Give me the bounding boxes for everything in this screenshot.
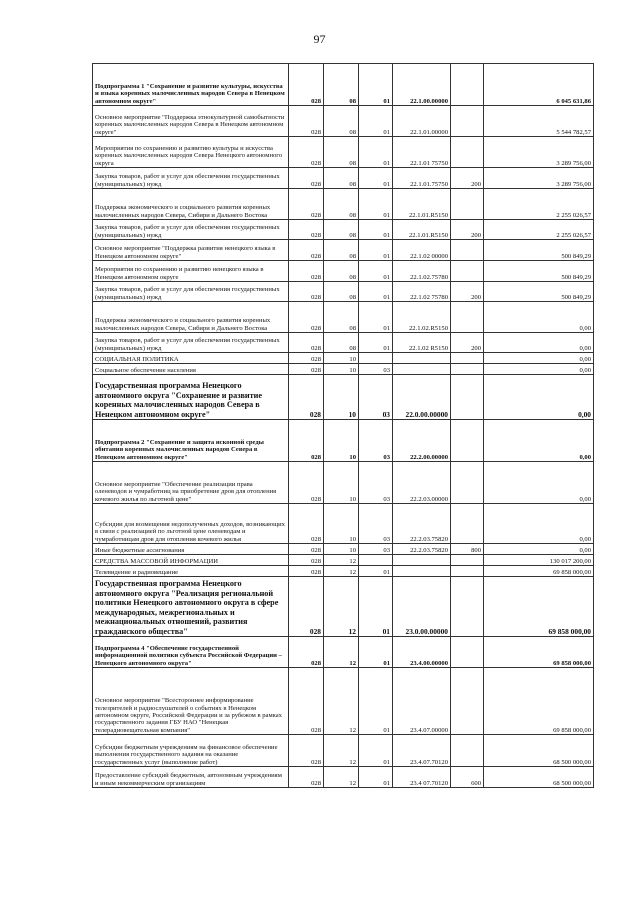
table-row <box>93 261 594 282</box>
row-sum-cell: 0,00 <box>484 302 594 333</box>
budget-table <box>92 63 594 788</box>
row-code-cell: 028 <box>289 735 324 767</box>
row-name-cell: Субсидии бюджетным учреждениям на финансовое обеспечение выполнения государственного задания на оказание государственных услуг (выполнение работ) <box>93 735 289 767</box>
row-code-cell: 028 <box>289 555 324 566</box>
row-name-cell: СРЕДСТВА МАССОВОЙ ИНФОРМАЦИИ <box>93 555 289 566</box>
row-sum-cell: 6 045 631,86 <box>484 64 594 106</box>
row-article-cell: 22.1.01.00000 <box>393 106 451 137</box>
row-type-cell: 600 <box>451 767 484 788</box>
row-section-cell: 12 <box>324 767 359 788</box>
row-type-cell <box>451 106 484 137</box>
row-type-cell <box>451 668 484 735</box>
row-name-cell: Основное мероприятие "Всестороннее информирование телезрителей и радиослушателей о событиях в Ненецком автономном округе, Российской Федерации и за рубежом в рамках государственного задания ГБУ НАО "Ненецкая телерадиовещательная компания" <box>93 668 289 735</box>
table-row <box>93 577 594 637</box>
row-type-cell: 200 <box>451 282 484 302</box>
row-type-cell <box>451 353 484 364</box>
row-section-cell: 08 <box>324 302 359 333</box>
row-section-cell: 10 <box>324 364 359 375</box>
row-article-cell: 23.0.00.00000 <box>393 577 451 637</box>
row-type-cell <box>451 735 484 767</box>
row-article-cell: 22.1.01 75750 <box>393 137 451 168</box>
table-row <box>93 504 594 544</box>
row-article-cell <box>393 566 451 577</box>
row-sum-cell: 0,00 <box>484 544 594 555</box>
row-code-cell: 028 <box>289 137 324 168</box>
row-sum-cell: 68 500 000,00 <box>484 767 594 788</box>
row-article-cell: 22.1.02.R5150 <box>393 302 451 333</box>
row-section-cell: 08 <box>324 220 359 240</box>
table-row <box>93 64 594 106</box>
table-row <box>93 420 594 462</box>
row-code-cell: 028 <box>289 282 324 302</box>
row-type-cell: 200 <box>451 168 484 189</box>
row-type-cell <box>451 555 484 566</box>
row-code-cell: 028 <box>289 504 324 544</box>
row-type-cell <box>451 189 484 220</box>
row-subsection-cell: 03 <box>359 364 393 375</box>
row-type-cell <box>451 137 484 168</box>
table-row <box>93 566 594 577</box>
row-article-cell: 22.1.00.00000 <box>393 64 451 106</box>
row-section-cell: 10 <box>324 420 359 462</box>
row-name-cell: Государственная программа Ненецкого автономного округа "Сохранение и развитие коренных малочисленных народов Севера в Ненецком автономном округе" <box>93 375 289 420</box>
row-article-cell: 22.1.02.75780 <box>393 261 451 282</box>
row-code-cell: 028 <box>289 220 324 240</box>
row-article-cell: 22.1.02 00000 <box>393 240 451 261</box>
row-name-cell: Подпрограмма 4 "Обеспечение государственной информационной политики субъекта Российской Федерации – Ненецкого автономного округа" <box>93 637 289 668</box>
table-row <box>93 767 594 788</box>
row-code-cell: 028 <box>289 544 324 555</box>
row-type-cell <box>451 462 484 504</box>
row-name-cell: Субсидии для возмещения недополученных доходов, возникающих в связи с реализацией по льготной цене оленеводам и чумработницам дров для отопления кочевого жилья <box>93 504 289 544</box>
row-subsection-cell: 01 <box>359 220 393 240</box>
table-row <box>93 364 594 375</box>
row-section-cell: 10 <box>324 544 359 555</box>
row-subsection-cell: 03 <box>359 504 393 544</box>
row-type-cell <box>451 364 484 375</box>
row-article-cell: 22.1.01.R5150 <box>393 189 451 220</box>
row-section-cell: 12 <box>324 637 359 668</box>
table-row <box>93 735 594 767</box>
row-article-cell <box>393 555 451 566</box>
row-subsection-cell: 01 <box>359 282 393 302</box>
row-name-cell: Социальное обеспечение населения <box>93 364 289 375</box>
row-name-cell: Поддержка экономического и социального развития коренных малочисленных народов Севера, Сибири и Дальнего Востока <box>93 302 289 333</box>
row-name-cell: Иные бюджетные ассигнования <box>93 544 289 555</box>
table-row <box>93 282 594 302</box>
row-code-cell: 028 <box>289 189 324 220</box>
row-subsection-cell: 01 <box>359 168 393 189</box>
row-code-cell: 028 <box>289 375 324 420</box>
row-subsection-cell: 03 <box>359 420 393 462</box>
row-article-cell: 22.1.01.75750 <box>393 168 451 189</box>
table-row <box>93 240 594 261</box>
row-type-cell <box>451 64 484 106</box>
row-article-cell: 22.1.02 R5150 <box>393 333 451 353</box>
row-section-cell: 08 <box>324 189 359 220</box>
row-code-cell: 028 <box>289 462 324 504</box>
row-subsection-cell <box>359 353 393 364</box>
row-subsection-cell: 01 <box>359 137 393 168</box>
row-article-cell <box>393 353 451 364</box>
row-section-cell: 08 <box>324 333 359 353</box>
row-code-cell: 028 <box>289 566 324 577</box>
row-subsection-cell: 01 <box>359 637 393 668</box>
row-subsection-cell: 01 <box>359 240 393 261</box>
row-type-cell <box>451 302 484 333</box>
row-section-cell: 10 <box>324 353 359 364</box>
row-section-cell: 08 <box>324 64 359 106</box>
row-code-cell: 028 <box>289 240 324 261</box>
row-type-cell <box>451 375 484 420</box>
row-code-cell: 028 <box>289 364 324 375</box>
table-body <box>93 64 594 788</box>
row-sum-cell: 69 858 000,00 <box>484 566 594 577</box>
row-type-cell <box>451 261 484 282</box>
row-article-cell <box>393 364 451 375</box>
page-number: 97 <box>313 32 326 46</box>
table-row <box>93 637 594 668</box>
row-sum-cell: 0,00 <box>484 364 594 375</box>
table-row <box>93 220 594 240</box>
row-name-cell: Подпрограмма 2 "Сохранение и защита исконной среды обитания коренных малочисленных народов Севера в Ненецком автономном округе" <box>93 420 289 462</box>
table-row <box>93 555 594 566</box>
row-article-cell: 22.2.03.75820 <box>393 504 451 544</box>
row-sum-cell: 500 849,29 <box>484 261 594 282</box>
row-sum-cell: 0,00 <box>484 375 594 420</box>
row-sum-cell: 130 017 200,00 <box>484 555 594 566</box>
row-sum-cell: 3 289 756,00 <box>484 137 594 168</box>
row-article-cell: 22.0.00.00000 <box>393 375 451 420</box>
table-row <box>93 668 594 735</box>
row-subsection-cell: 01 <box>359 735 393 767</box>
row-sum-cell: 68 500 000,00 <box>484 735 594 767</box>
row-subsection-cell: 03 <box>359 375 393 420</box>
row-name-cell: Подпрограмма 1 "Сохранение и развитие культуры, искусства и языка коренных малочисленных народов Севера в Ненецком автономном округе" <box>93 64 289 106</box>
row-sum-cell: 69 858 000,00 <box>484 637 594 668</box>
row-subsection-cell: 01 <box>359 668 393 735</box>
row-name-cell: Основное мероприятие "Поддержка этнокультурной самобытности коренных малочисленных народов Севера в Ненецком автономном округе" <box>93 106 289 137</box>
row-section-cell: 08 <box>324 168 359 189</box>
row-subsection-cell: 01 <box>359 577 393 637</box>
row-code-cell: 028 <box>289 261 324 282</box>
row-sum-cell: 3 289 756,00 <box>484 168 594 189</box>
row-name-cell: Предоставление субсидий бюджетным, автономным учреждениям и иным некоммерческим организациям <box>93 767 289 788</box>
row-article-cell: 23.4.00.00000 <box>393 637 451 668</box>
row-section-cell: 08 <box>324 137 359 168</box>
row-sum-cell: 500 849,29 <box>484 240 594 261</box>
row-sum-cell: 2 255 026,57 <box>484 220 594 240</box>
row-name-cell: СОЦИАЛЬНАЯ ПОЛИТИКА <box>93 353 289 364</box>
table-row <box>93 168 594 189</box>
table-row <box>93 106 594 137</box>
row-section-cell: 12 <box>324 577 359 637</box>
row-article-cell: 22.2.03.75820 <box>393 544 451 555</box>
table-row <box>93 189 594 220</box>
row-article-cell: 22.1.02 75780 <box>393 282 451 302</box>
row-name-cell: Закупка товаров, работ и услуг для обеспечения государственных (муниципальных) нужд <box>93 168 289 189</box>
row-sum-cell: 0,00 <box>484 333 594 353</box>
row-subsection-cell: 01 <box>359 767 393 788</box>
row-section-cell: 12 <box>324 735 359 767</box>
row-sum-cell: 0,00 <box>484 462 594 504</box>
row-subsection-cell: 01 <box>359 261 393 282</box>
row-code-cell: 028 <box>289 106 324 137</box>
row-code-cell: 028 <box>289 64 324 106</box>
row-sum-cell: 0,00 <box>484 420 594 462</box>
row-type-cell: 200 <box>451 333 484 353</box>
row-section-cell: 08 <box>324 106 359 137</box>
row-code-cell: 028 <box>289 168 324 189</box>
row-subsection-cell: 03 <box>359 462 393 504</box>
row-name-cell: Закупка товаров, работ и услуг для обеспечения государственных (муниципальных) нужд <box>93 220 289 240</box>
row-code-cell: 028 <box>289 420 324 462</box>
row-article-cell: 23.4 07.70120 <box>393 767 451 788</box>
row-section-cell: 10 <box>324 375 359 420</box>
table-row <box>93 302 594 333</box>
row-article-cell: 22.1.01.R5150 <box>393 220 451 240</box>
row-section-cell: 08 <box>324 282 359 302</box>
row-subsection-cell: 01 <box>359 64 393 106</box>
row-sum-cell: 69 858 000,00 <box>484 577 594 637</box>
row-name-cell: Закупка товаров, работ и услуг для обеспечения государственных (муниципальных) нужд <box>93 282 289 302</box>
row-code-cell: 028 <box>289 353 324 364</box>
row-code-cell: 028 <box>289 302 324 333</box>
table-row <box>93 137 594 168</box>
row-article-cell: 23.4.07.00000 <box>393 668 451 735</box>
row-subsection-cell: 01 <box>359 189 393 220</box>
row-section-cell: 08 <box>324 261 359 282</box>
row-name-cell: Государственная программа Ненецкого автономного округа "Реализация региональной политики Ненецкого автономного округа в сфере международных, межрегиональных и межнациональных отношений, развития гражданского общества" <box>93 577 289 637</box>
row-article-cell: 22.2.03.00000 <box>393 462 451 504</box>
row-sum-cell: 5 544 782,57 <box>484 106 594 137</box>
row-name-cell: Мероприятия по сохранению и развитию культуры и искусства коренных малочисленных народов Севера Ненецкого автономного округа <box>93 137 289 168</box>
row-type-cell: 800 <box>451 544 484 555</box>
row-subsection-cell: 03 <box>359 544 393 555</box>
row-subsection-cell: 01 <box>359 106 393 137</box>
row-section-cell: 12 <box>324 668 359 735</box>
table-row <box>93 462 594 504</box>
row-section-cell: 10 <box>324 504 359 544</box>
row-type-cell <box>451 566 484 577</box>
row-sum-cell: 500 849,29 <box>484 282 594 302</box>
row-sum-cell: 69 858 000,00 <box>484 668 594 735</box>
row-type-cell <box>451 420 484 462</box>
table-row <box>93 375 594 420</box>
row-name-cell: Мероприятия по сохранению и развитию ненецкого языка в Ненецком автономном округе <box>93 261 289 282</box>
table-row <box>93 353 594 364</box>
row-sum-cell: 2 255 026,57 <box>484 189 594 220</box>
row-sum-cell: 0,00 <box>484 353 594 364</box>
row-code-cell: 028 <box>289 767 324 788</box>
row-type-cell: 200 <box>451 220 484 240</box>
row-code-cell: 028 <box>289 577 324 637</box>
row-section-cell: 10 <box>324 462 359 504</box>
row-type-cell <box>451 504 484 544</box>
row-article-cell: 23.4.07.70120 <box>393 735 451 767</box>
row-section-cell: 12 <box>324 555 359 566</box>
row-name-cell: Поддержка экономического и социального развития коренных малочисленных народов Севера, Сибири и Дальнего Востока <box>93 189 289 220</box>
row-code-cell: 028 <box>289 333 324 353</box>
row-type-cell <box>451 637 484 668</box>
row-subsection-cell: 01 <box>359 302 393 333</box>
row-subsection-cell: 01 <box>359 566 393 577</box>
row-code-cell: 028 <box>289 637 324 668</box>
row-section-cell: 12 <box>324 566 359 577</box>
row-name-cell: Основное мероприятие "Поддержка развития ненецкого языка в Ненецком автономном округе" <box>93 240 289 261</box>
row-name-cell: Основное мероприятие "Обеспечение реализации права оленеводов и чумработниц на приобретение дров для отопления кочевого жилья по льготной цене" <box>93 462 289 504</box>
row-code-cell: 028 <box>289 668 324 735</box>
row-type-cell <box>451 577 484 637</box>
row-section-cell: 08 <box>324 240 359 261</box>
row-article-cell: 22.2.00.00000 <box>393 420 451 462</box>
row-type-cell <box>451 240 484 261</box>
table-row <box>93 544 594 555</box>
row-subsection-cell <box>359 555 393 566</box>
row-sum-cell: 0,00 <box>484 504 594 544</box>
row-name-cell: Закупка товаров, работ и услуг для обеспечения государственных (муниципальных) нужд <box>93 333 289 353</box>
table-row <box>93 333 594 353</box>
row-name-cell: Телевидение и радиовещание <box>93 566 289 577</box>
row-subsection-cell: 01 <box>359 333 393 353</box>
